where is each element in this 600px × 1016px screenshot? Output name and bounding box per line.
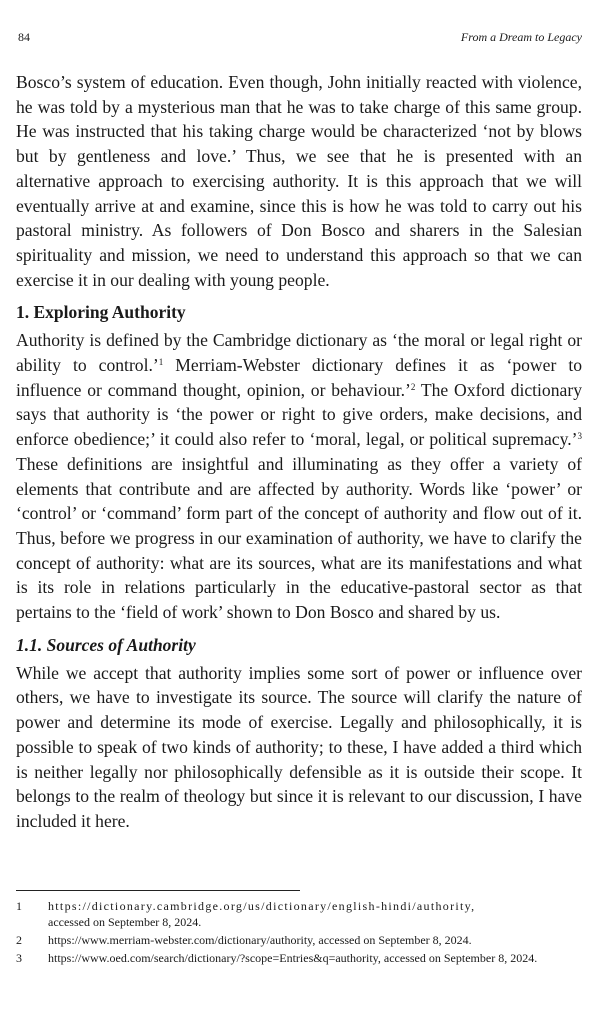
running-head: From a Dream to Legacy bbox=[460, 30, 582, 44]
footnote-accessed: accessed on September 8, 2024. bbox=[48, 915, 202, 929]
footnote-ref-1[interactable]: 1 bbox=[158, 357, 164, 368]
paragraph-text: The Oxford dictionary says that authority is ‘the power or right to give orders, make decisions, and enforce obedience;’ it could also refer to ‘moral, legal, or political supremacy.’ bbox=[16, 379, 582, 450]
footnote-item bbox=[16, 898, 582, 930]
exploring-authority-paragraph bbox=[16, 328, 582, 624]
paragraph-text: Merriam-Webster dictionary defines it as ‘power to influence or command thought, opinion, or behaviour.’ bbox=[16, 355, 582, 400]
footnote-item bbox=[16, 932, 582, 948]
page-header bbox=[18, 30, 582, 46]
footnote-item bbox=[16, 950, 582, 966]
footnote-url[interactable]: https://www.oed.com/search/dictionary/?scope=Entries&q=authority, bbox=[48, 951, 381, 965]
subsection-heading-sources-of-authority: 1.1. Sources of Authority bbox=[16, 634, 196, 655]
footnote-divider bbox=[16, 890, 300, 891]
footnote-ref-3[interactable]: 3 bbox=[577, 431, 582, 442]
footnote-url[interactable]: https://dictionary.cambridge.org/us/dictionary/english-hindi/authority, bbox=[48, 899, 476, 913]
sources-of-authority-paragraph: While we accept that authority implies some sort of power or influence over others, we have to investigate its source. The source will clarify the nature of power and determine its mode of exercise. Legally and philosophically, it is possible to speak of two kinds of authority; to these, I have added a third which is neither legally nor philosophically defensible as it is outside their scope. It belongs to the realm of theology but since it is relevant to our discussion, I have included it here. bbox=[16, 662, 582, 831]
footnote-number: 3 bbox=[16, 951, 22, 965]
intro-paragraph: Bosco’s system of education. Even though, John initially reacted with violence, he was told by a mysterious man that he was to take charge of this same group. He was instructed that his taking charge would be characterized ‘not by blows but by gentleness and love.’ Thus, we see that he is presented with an alternative approach to exercising authority. It is this approach that we will eventually arrive at and examine, since this is how he was told to carry out his pastoral ministry. As followers of Don Bosco and sharers in the Salesian spirituality and mission, we need to understand this approach so that we can exercise it in our dealing with young people. bbox=[16, 72, 582, 290]
page-number: 84 bbox=[18, 30, 30, 44]
footnote-accessed: accessed on September 8, 2024. bbox=[383, 951, 538, 965]
body-text bbox=[16, 70, 582, 834]
footnote-number: 1 bbox=[16, 899, 22, 913]
paragraph-text: These definitions are insightful and illuminating as they offer a variety of elements that contribute and are affected by authority. Words like ‘power’ or ‘control’ or ‘command’ form part of the concept of authority and flow out of it. Thus, before we progress in our examination of authority, we have to clarify the concept of authority: what are its sources, what are its manifestations and what is its role in relations particularly in the educative-pastoral sector as that pertains to the ‘field of work’ shown to Don Bosco and shared by us. bbox=[16, 453, 582, 623]
footnotes bbox=[16, 898, 582, 968]
footnote-url[interactable]: https://www.merriam-webster.com/dictionary/authority, bbox=[48, 933, 316, 947]
footnote-accessed: accessed on September 8, 2024. bbox=[318, 933, 472, 947]
section-heading-exploring-authority: 1. Exploring Authority bbox=[16, 302, 186, 323]
paragraph-text: Authority is defined by the Cambridge dictionary as ‘the moral or legal right or ability to control.’ bbox=[16, 330, 582, 376]
footnote-number: 2 bbox=[16, 933, 22, 947]
footnote-ref-2[interactable]: 2 bbox=[410, 381, 416, 392]
